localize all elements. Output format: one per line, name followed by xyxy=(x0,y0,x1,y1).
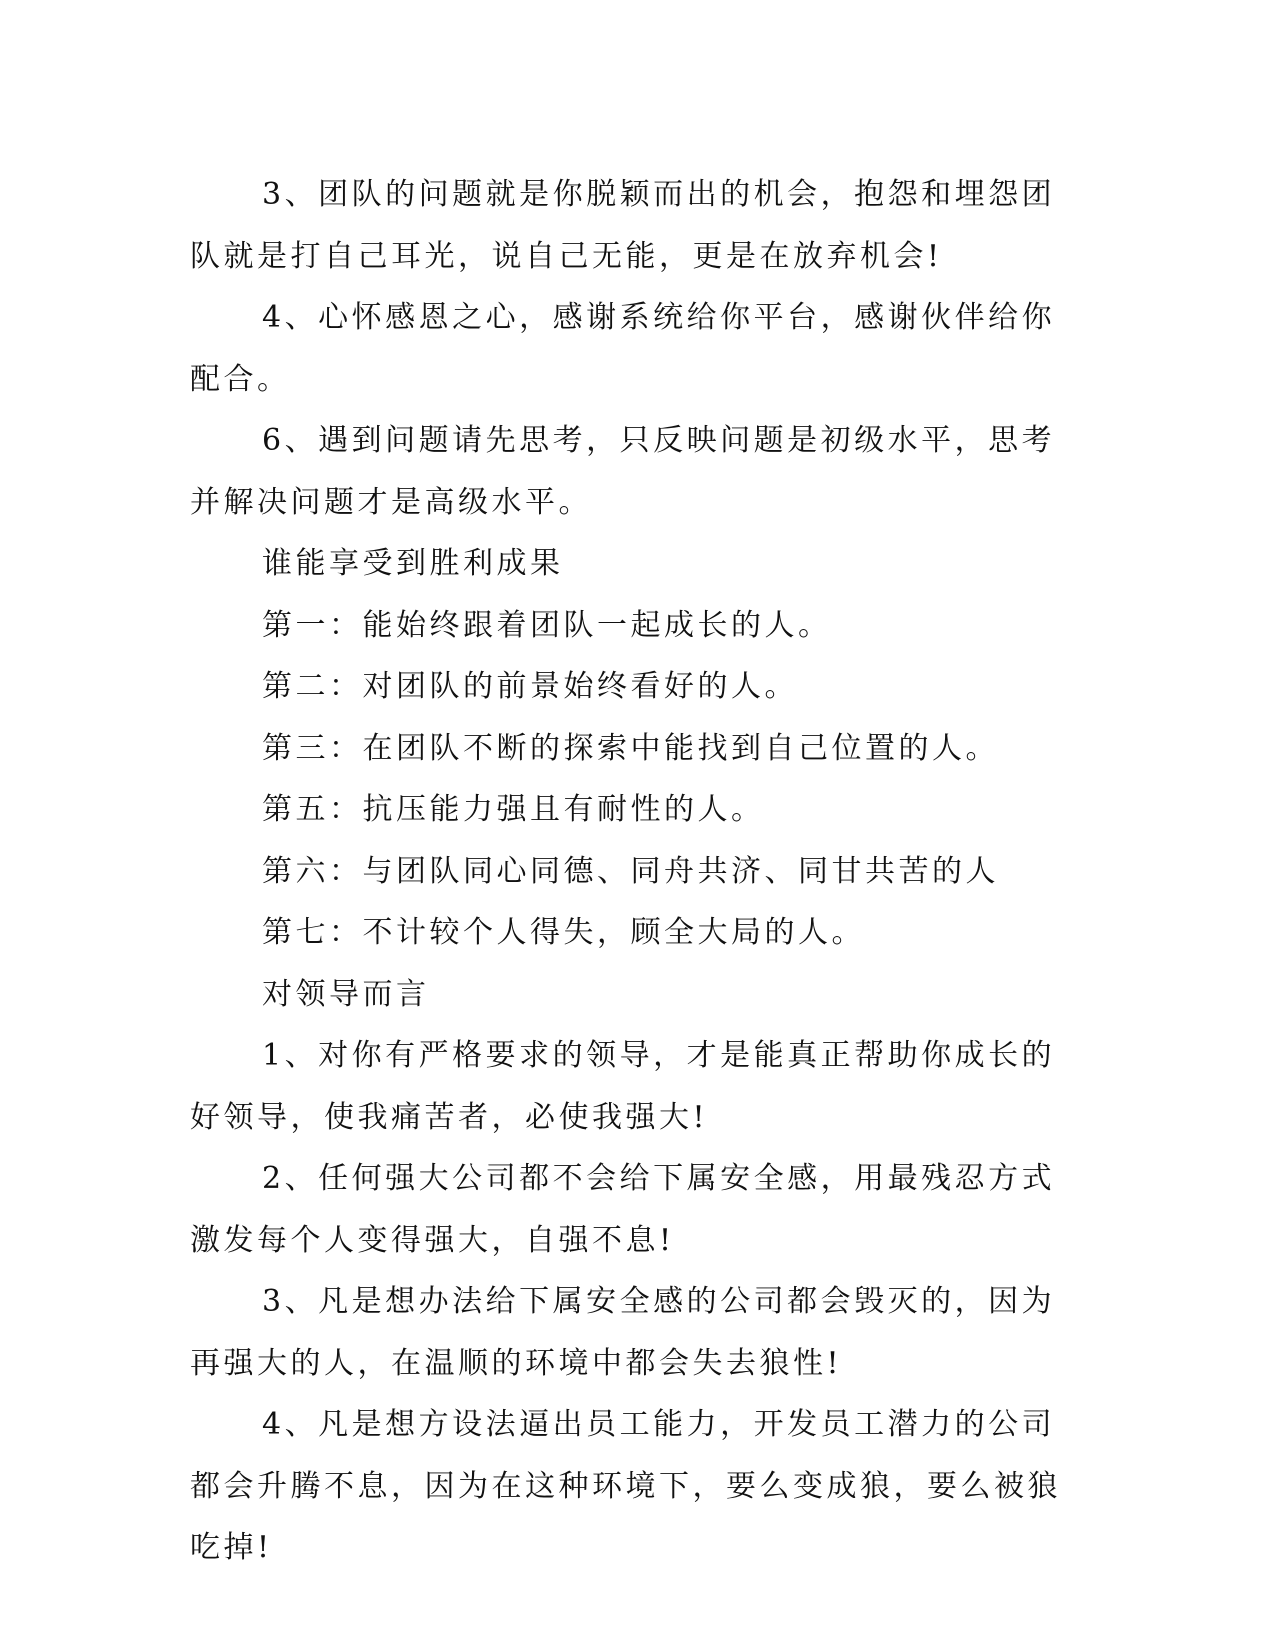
paragraph-gratitude: 4、心怀感恩之心，感谢系统给你平台，感谢伙伴给你配合。 xyxy=(190,300,1056,397)
paragraph-think-first: 6、遇到问题请先思考，只反映问题是初级水平，思考并解决问题才是高级水平。 xyxy=(190,423,1056,520)
list-item-sixth: 第六：与团队同心同德、同舟共济、同甘共苦的人 xyxy=(262,853,999,889)
paragraph-strict-leader: 1、对你有严格要求的领导，才是能真正帮助你成长的好领导，使我痛苦者，必使我强大! xyxy=(190,1038,1056,1135)
list-item-second: 第二：对团队的前景始终看好的人。 xyxy=(262,669,798,704)
paragraph-no-security: 2、任何强大公司都不会给下属安全感，用最残忍方式激发每个人变得强大，自强不息! xyxy=(190,1161,1056,1258)
paragraph-security-destroys: 3、凡是想办法给下属安全感的公司都会毁灭的，因为再强大的人，在温顺的环境中都会失去狼性! xyxy=(190,1284,1056,1381)
section-heading-for-leaders: 对领导而言 xyxy=(262,976,430,1012)
list-item-seventh: 第七：不计较个人得失，顾全大局的人。 xyxy=(262,915,865,950)
section-heading-who-enjoys-victory: 谁能享受到胜利成果 xyxy=(262,546,564,581)
document-body xyxy=(190,164,1070,1579)
paragraph-unlock-potential: 4、凡是想方设法逼出员工能力，开发员工潜力的公司都会升腾不息，因为在这种环境下，要么变成狼，要么被狼吃掉! xyxy=(190,1407,1061,1565)
paragraph-team-problems-opportunity: 3、团队的问题就是你脱颖而出的机会，抱怨和埋怨团队就是打自己耳光，说自己无能，更是在放弃机会! xyxy=(190,177,1056,274)
list-item-third: 第三：在团队不断的探索中能找到自己位置的人。 xyxy=(262,730,999,766)
list-item-fifth: 第五：抗压能力强且有耐性的人。 xyxy=(262,792,765,827)
list-item-first: 第一：能始终跟着团队一起成长的人。 xyxy=(262,607,832,643)
